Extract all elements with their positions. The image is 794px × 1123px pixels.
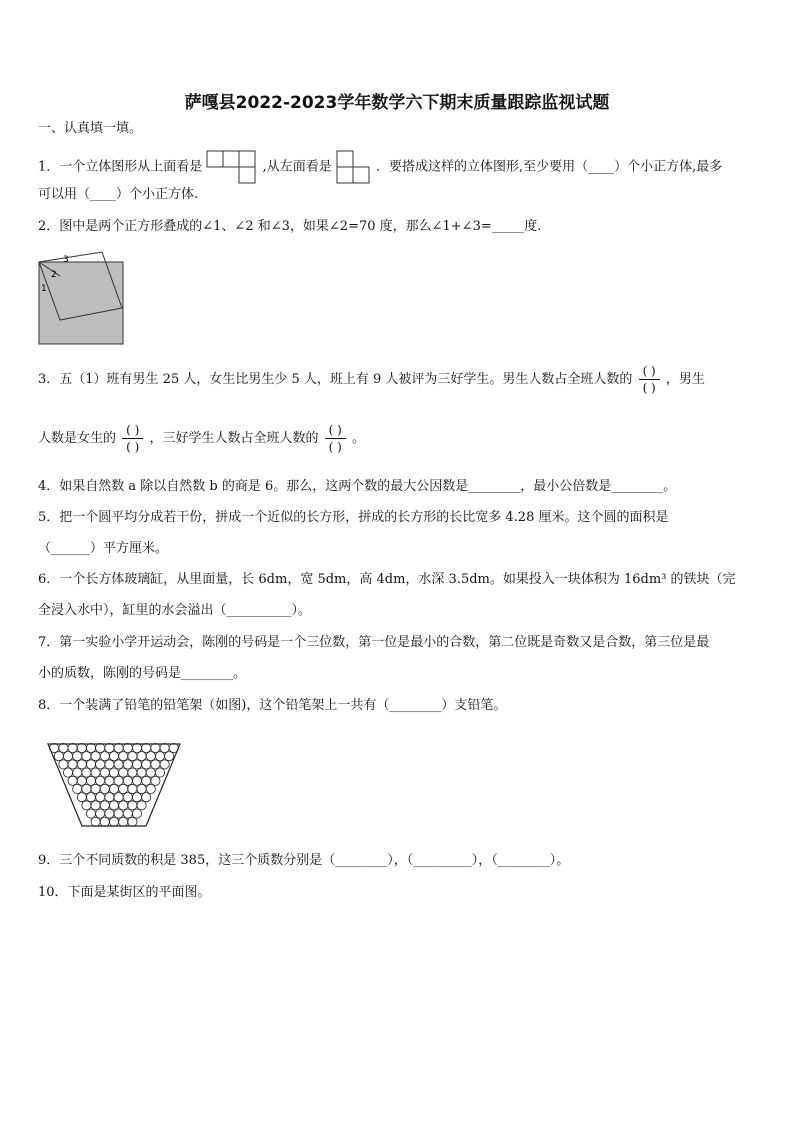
question-9: 9．三个不同质数的积是 385，这三个质数分别是（________），（_________），（________）。 — [38, 853, 570, 868]
question-3-line-1: 3．五（1）班有男生 25 人，女生比男生少 5 人，班上有 9 人被评为三好学生。男生人数占全班人数的 $\frac{( )}{( )}$ ，男生 — [38, 364, 705, 395]
pencil-circle — [73, 784, 82, 793]
pencil-circle — [109, 784, 118, 793]
pencil-circle — [109, 801, 118, 810]
pencil-circle — [119, 801, 128, 810]
pencil-circle — [146, 784, 155, 793]
pencil-circle — [128, 801, 137, 810]
pencil-circle — [128, 817, 137, 826]
pencil-circle — [119, 784, 128, 793]
pencil-circle — [82, 784, 91, 793]
pencil-circle — [96, 793, 105, 802]
pencil-circle — [132, 793, 141, 802]
pencil-circle — [155, 752, 164, 761]
pencil-circle — [109, 752, 118, 761]
pencil-circle — [137, 768, 146, 777]
question-3-line-2: 人数是女生的 $\frac{( )}{( )}$ ，三好学生人数占全班人数的 $\frac{( )}{( )}$ 。 — [38, 423, 365, 454]
pencil-circle — [132, 743, 141, 752]
pencil-circle — [151, 776, 160, 785]
question-6-line-1: 6．一个长方体玻璃缸，从里面量，长 6dm，宽 5dm，高 4dm，水深 3.5dm。如果投入一块体积为 16dm³ 的铁块（完 — [38, 572, 736, 587]
pencil-circle — [137, 801, 146, 810]
pencil-circle — [165, 752, 174, 761]
pencil-circle — [54, 752, 63, 761]
pencil-circle — [82, 768, 91, 777]
question-1-line-1: 1．一个立体图形从上面看是 ,从左面看是 ．要搭成这样的立体图形,至少要用（____）个小正方体,最多 — [38, 150, 722, 184]
question-6-line-2: 全浸入水中），缸里的水会溢出（__________）。 — [38, 603, 312, 618]
question-5-line-2: （______）平方厘米。 — [38, 541, 169, 556]
pencil-circle — [50, 743, 59, 752]
pencil-circle — [123, 743, 132, 752]
pencil-circle — [105, 743, 114, 752]
pencil-circle — [114, 743, 123, 752]
pencil-circle — [91, 768, 100, 777]
fraction-blank: $\frac{( )}{( )}$ — [639, 363, 660, 396]
pencil-circle — [114, 776, 123, 785]
pencil-circle — [96, 776, 105, 785]
pencil-circle — [63, 768, 72, 777]
pencil-circle — [68, 743, 77, 752]
pencil-circle — [91, 752, 100, 761]
pencil-circle — [86, 776, 95, 785]
pencil-circle — [114, 760, 123, 769]
pencil-circle — [77, 776, 86, 785]
pencil-circle — [68, 776, 77, 785]
pencil-circle — [132, 760, 141, 769]
pencil-circle — [82, 801, 91, 810]
pencil-circle — [63, 752, 72, 761]
pencil-circle — [68, 760, 77, 769]
pencil-circle — [128, 784, 137, 793]
pencil-circle — [137, 752, 146, 761]
pencil-circle — [123, 793, 132, 802]
pencil-circle — [146, 768, 155, 777]
pencil-circle — [123, 809, 132, 818]
pencil-circle — [91, 801, 100, 810]
pencil-rack-figure — [44, 738, 184, 830]
pencil-circle — [59, 743, 68, 752]
pencil-circle — [119, 817, 128, 826]
pencil-circle — [77, 743, 86, 752]
page-title: 萨嘎县2022-2023学年数学六下期末质量跟踪监视试题 — [184, 93, 610, 113]
pencil-circle — [105, 776, 114, 785]
pencil-circle — [100, 768, 109, 777]
pencil-circle — [86, 760, 95, 769]
pencil-circle — [96, 743, 105, 752]
top-view-figure — [206, 150, 258, 184]
angle-label-2: 2 — [51, 270, 57, 280]
pencil-circle — [132, 809, 141, 818]
pencil-circle — [123, 760, 132, 769]
pencil-circle — [96, 809, 105, 818]
pencil-circle — [91, 784, 100, 793]
pencil-circle — [77, 793, 86, 802]
question-4: 4．如果自然数 a 除以自然数 b 的商是 6。那么，这两个数的最大公因数是________，最小公倍数是________。 — [38, 479, 677, 494]
pencil-circle — [100, 784, 109, 793]
pencil-circle — [169, 743, 178, 752]
left-view-figure — [336, 150, 372, 184]
pencil-circle — [105, 809, 114, 818]
pencil-circle — [96, 760, 105, 769]
pencil-circle — [160, 760, 169, 769]
pencil-circle — [59, 760, 68, 769]
pencil-circle — [77, 760, 86, 769]
pencil-circle — [146, 752, 155, 761]
pencil-circle — [142, 793, 151, 802]
pencil-circle — [100, 752, 109, 761]
pencil-circle — [73, 752, 82, 761]
pencil-circle — [142, 760, 151, 769]
question-7-line-2: 小的质数，陈刚的号码是________。 — [38, 666, 247, 681]
pencil-circle — [142, 743, 151, 752]
pencil-circle — [100, 801, 109, 810]
angle-label-1: 1 — [41, 284, 47, 294]
angle-label-3: 3 — [63, 255, 69, 265]
section-heading: 一、认真填一填。 — [38, 121, 143, 136]
pencil-circle — [151, 743, 160, 752]
pencil-circle — [86, 793, 95, 802]
pencil-circle — [128, 768, 137, 777]
question-1-line-2: 可以用（____）个小正方体. — [38, 187, 199, 202]
pencil-circle — [123, 776, 132, 785]
pencil-circle — [119, 768, 128, 777]
pencil-circle — [142, 776, 151, 785]
pencil-circle — [137, 784, 146, 793]
pencil-circle — [86, 809, 95, 818]
pencil-circle — [86, 743, 95, 752]
pencil-circle — [132, 776, 141, 785]
pencil-circle — [109, 817, 118, 826]
pencil-circle — [114, 809, 123, 818]
pencil-circle — [119, 752, 128, 761]
pencil-circle — [82, 752, 91, 761]
pencil-circle — [128, 752, 137, 761]
pencil-circle — [105, 760, 114, 769]
pencil-circle — [160, 743, 169, 752]
pencil-circle — [105, 793, 114, 802]
pencil-circle — [109, 768, 118, 777]
pencil-circle — [155, 768, 164, 777]
pencil-circle — [114, 793, 123, 802]
pencil-circle — [73, 768, 82, 777]
pencil-circle — [151, 760, 160, 769]
question-8: 8．一个装满了铅笔的铅笔架（如图)，这个铅笔架上一共有（________）支铅笔。 — [38, 698, 507, 713]
overlapping-squares-figure — [36, 246, 128, 346]
question-10: 10．下面是某街区的平面图。 — [38, 885, 211, 900]
question-7-line-1: 7．第一实验小学开运动会，陈刚的号码是一个三位数，第一位是最小的合数，第二位既是奇数又是合数，第三位是最 — [38, 635, 710, 650]
pencil-circle — [100, 817, 109, 826]
question-5-line-1: 5．把一个圆平均分成若干份，拼成一个近似的长方形，拼成的长方形的长比宽多 4.28 厘米。这个圆的面积是 — [38, 510, 669, 525]
question-2: 2．图中是两个正方形叠成的∠1、∠2 和∠3，如果∠2=70 度，那么∠1+∠3=_____度. — [38, 219, 542, 234]
pencil-circle — [91, 817, 100, 826]
fraction-blank: $\frac{( )}{( )}$ — [325, 422, 346, 455]
fraction-blank: $\frac{( )}{( )}$ — [122, 422, 143, 455]
